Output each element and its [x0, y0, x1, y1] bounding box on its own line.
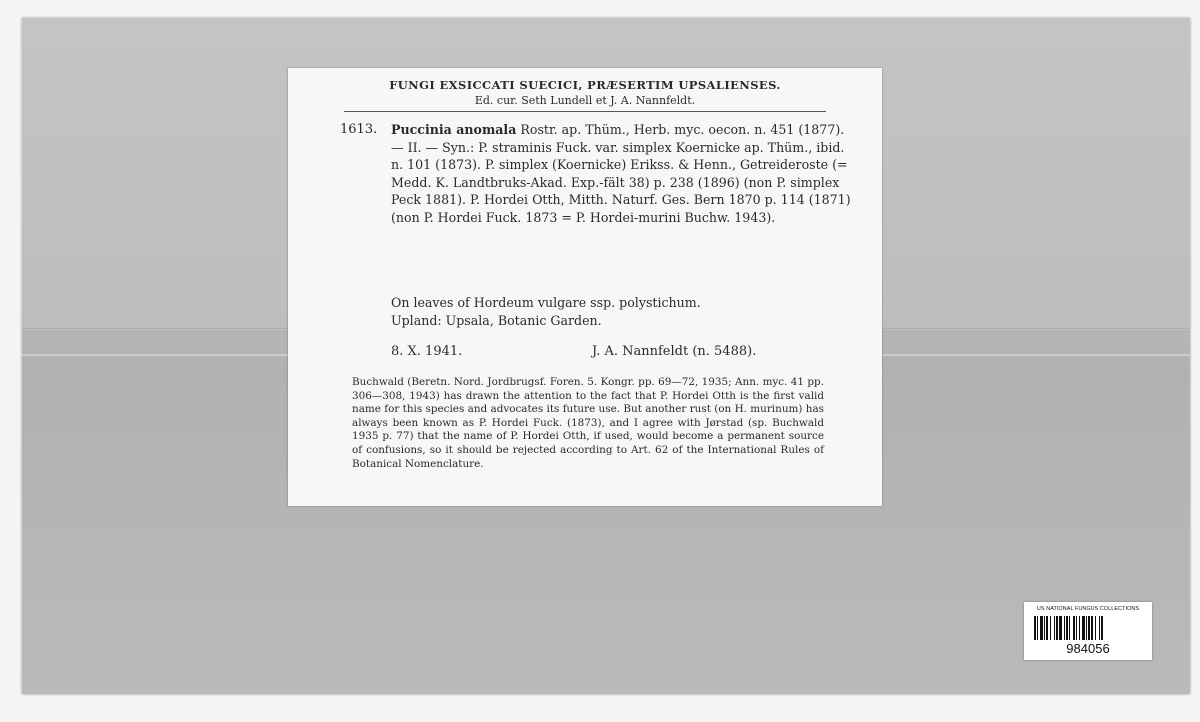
- nomenclature-note: Buchwald (Beretn. Nord. Jordbrugsf. Foren. 5. Kongr. pp. 69—72, 1935; Ann. myc. 41 pp. 306—308, 1943) has drawn the attention to the fact that P. Hordei Otth is the first valid name for this species and advocates its future use. But another rust (on H. murinum) has always been known as P. Hordei Fuck. (1873), and I agree with Jørstad (sp. Buchwald 1935 p. 77) that the name of P. Hordei Otth, if used, would become a permanent source of confusions, so it should be rejected according to Art. 62 of the International Rules of Botanical Nomenclature.: [352, 376, 824, 470]
- barcode-bar: [1056, 616, 1058, 640]
- synonymy-text: Rostr. ap. Thüm., Herb. myc. oecon. n. 451 (1877). — II. — Syn.: P. straminis Fuck. var. simplex Koernicke ap. Thüm., ibid. n. 101 (1873). P. simplex (Koernicke) Erikss. & Henn., Getreideroste (= Medd. K. Landtbruks-Akad. Exp.-fält 38) p. 238 (1896) (non P. simplex Peck 1881). P. Hordei Otth, Mitth. Naturf. Ges. Bern 1870 p. 114 (1871) (non P. Hordei Fuck. 1873 = P. Hordei-murini Buchw. 1943).: [391, 122, 851, 225]
- barcode-bar: [1086, 616, 1087, 640]
- collector-name: J. A. Nannfeldt (n. 5488).: [592, 344, 757, 359]
- host-line: On leaves of Hordeum vulgare ssp. polystichum.: [391, 295, 701, 310]
- barcode-bar: [1073, 616, 1075, 640]
- barcode-label: [1024, 602, 1152, 660]
- barcode-bar: [1034, 616, 1036, 640]
- barcode-bar: [1088, 616, 1090, 640]
- barcode-bar: [1059, 616, 1062, 640]
- label-editors: Ed. cur. Seth Lundell et J. A. Nannfeldt.: [474, 94, 696, 107]
- exsiccata-number: 1613.: [340, 122, 378, 137]
- collection-date: 8. X. 1941.: [391, 344, 463, 359]
- locality-line: Upland: Upsala, Botanic Garden.: [391, 312, 602, 328]
- barcode-bar: [1079, 616, 1080, 640]
- barcode-bars: [1034, 616, 1142, 640]
- barcode-number: 984056: [1066, 641, 1110, 656]
- barcode-caption: US NATIONAL FUNGUS COLLECTIONS: [1036, 606, 1140, 612]
- barcode-bar: [1095, 616, 1096, 640]
- barcode-bar: [1050, 616, 1051, 640]
- label-series-title: FUNGI EXSICCATI SUECICI, PRÆSERTIM UPSALIENSES.: [389, 78, 781, 92]
- species-name: Puccinia anomala: [391, 122, 517, 137]
- barcode-bar: [1066, 616, 1068, 640]
- species-entry: [391, 121, 851, 227]
- barcode-bar: [1091, 616, 1093, 640]
- barcode-bar: [1076, 616, 1077, 640]
- barcode-bar: [1040, 616, 1043, 640]
- specimen-label: [288, 68, 882, 506]
- barcode-bar: [1044, 616, 1045, 640]
- barcode-bar: [1069, 616, 1070, 640]
- barcode-bar: [1054, 616, 1055, 640]
- barcode-bar: [1037, 616, 1038, 640]
- habitat-block: [391, 294, 851, 329]
- barcode-bar: [1046, 616, 1048, 640]
- label-header-rule: [344, 111, 826, 112]
- barcode-bar: [1064, 616, 1065, 640]
- barcode-bar: [1082, 616, 1085, 640]
- barcode-bar: [1099, 616, 1100, 640]
- barcode-bar: [1101, 616, 1103, 640]
